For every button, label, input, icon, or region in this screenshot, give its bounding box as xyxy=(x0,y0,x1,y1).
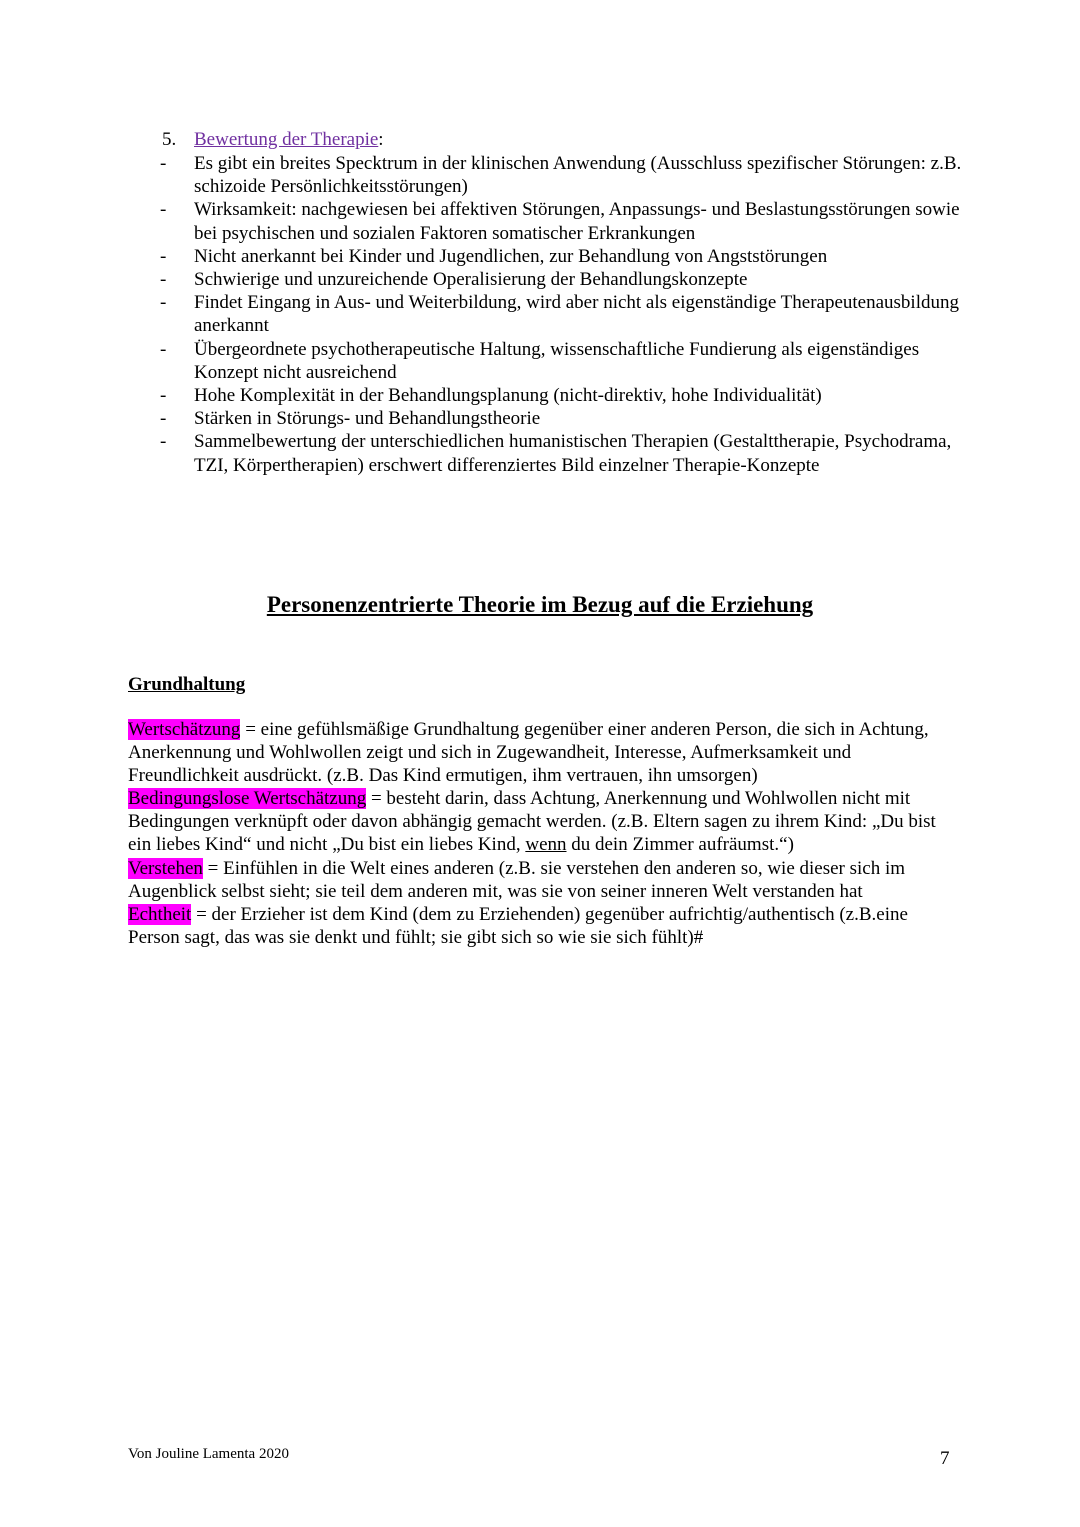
list-item xyxy=(160,384,980,407)
list-item xyxy=(160,152,980,198)
bullet-dash: - xyxy=(160,408,167,430)
highlighted-term: Verstehen xyxy=(128,857,203,879)
list-item-text: Wirksamkeit: nachgewiesen bei affektiven Störungen, Anpassungs- und Beslastungsstörungen sowie bei psychischen und sozialen Faktoren somatischer Erkrankungen xyxy=(194,199,960,244)
list-item xyxy=(160,245,980,268)
list-item-text: Findet Eingang in Aus- und Weiterbildung, wird aber nicht als eigenständige Therapeutenausbildung anerkannt xyxy=(194,292,959,337)
page-number: 7 xyxy=(940,1448,950,1469)
bullet-dash: - xyxy=(160,338,167,360)
definition-wertschaetzung xyxy=(128,718,958,787)
bullet-dash: - xyxy=(160,245,167,267)
definition-text: = der Erzieher ist dem Kind (dem zu Erziehenden) gegenüber aufrichtig/authentisch (z.B.eine Person sagt, das was sie denkt und fühlt; sie gibt sich so wie sie sich fühlt)# xyxy=(128,903,908,948)
definition-text: = Einfühlen in die Welt eines anderen (z.B. sie verstehen den anderen so, wie dieser sich im Augenblick selbst sieht; sie teil dem anderen mit, was sie von seiner inneren Welt verstanden hat xyxy=(128,857,906,902)
list-item xyxy=(160,268,980,291)
list-item-text: Sammelbewertung der unterschiedlichen humanistischen Therapien (Gestalttherapie, Psychodrama, TZI, Körpertherapien) erschwert differenziertes Bild einzelner Therapie-Konzepte xyxy=(194,431,952,476)
bullet-dash: - xyxy=(160,153,167,174)
definition-verstehen xyxy=(128,857,958,903)
definition-text: = eine gefühlsmäßige Grundhaltung gegenüber einer anderen Person, die sich in Achtung, Anerkennung und Wohlwollen zeigt und sich in Zugewandheit, Interesse, Aufmerksamkeit und Freundlichkeit ausdrückt. (z.B. Das Kind ermutigen, ihm vertrauen, ihn umsorgen) xyxy=(128,719,929,787)
definition-text: = besteht darin, dass Achtung, Anerkennung und Wohlwollen nicht mit Bedingungen verknüpft oder davon abhängig gemacht werden. (z.B. Eltern sagen zu ihrem Kind: „Du bist ein liebes Kind“ und nicht „Du bist ein liebes Kind, xyxy=(128,788,936,856)
highlighted-term: Echtheit xyxy=(128,903,192,925)
list-item-text: Schwierige und unzureichende Operalisierung der Behandlungskonzepte xyxy=(194,269,748,291)
highlighted-term: Wertschätzung xyxy=(128,719,241,740)
section-title-link[interactable]: Bewertung der Therapie xyxy=(194,129,379,150)
subheading-grundhaltung: Grundhaltung xyxy=(128,674,246,695)
list-item xyxy=(160,198,980,244)
definition-bedingungslose-wertschaetzung xyxy=(128,787,958,856)
list-item xyxy=(160,430,980,476)
bullet-dash: - xyxy=(160,385,167,407)
bullet-dash: - xyxy=(160,269,167,291)
section-number: 5. xyxy=(162,129,177,150)
list-item xyxy=(160,338,980,384)
list-item xyxy=(160,291,980,337)
list-item-text: Hohe Komplexität in der Behandlungsplanung (nicht-direktiv, hohe Individualität) xyxy=(194,385,822,407)
list-item-text: Es gibt ein breites Specktrum in der klinischen Anwendung (Ausschluss spezifischer Störungen: z.B. schizoide Persönlichkeitsstörungen) xyxy=(194,153,962,198)
bullet-dash: - xyxy=(160,199,167,221)
list-item-text: Nicht anerkannt bei Kinder und Jugendlichen, zur Behandlung von Angststörungen xyxy=(194,245,828,267)
bullet-dash: - xyxy=(160,431,167,453)
definition-text-end: du dein Zimmer aufräumst.“) xyxy=(566,834,794,856)
footer-author: Von Jouline Lamenta 2020 xyxy=(128,1446,289,1462)
highlighted-term: Bedingungslose Wertschätzung xyxy=(128,788,367,810)
underlined-word: wenn xyxy=(525,834,567,856)
list-item-text: Stärken in Störungs- und Behandlungstheorie xyxy=(194,408,541,430)
document-title: Personenzentrierte Theorie im Bezug auf die Erziehung xyxy=(266,592,814,617)
list-item xyxy=(160,407,980,430)
evaluation-list xyxy=(160,152,980,477)
definition-echtheit xyxy=(128,903,958,949)
section-colon: : xyxy=(378,129,384,150)
section-heading xyxy=(162,128,384,151)
bullet-dash: - xyxy=(160,292,167,314)
list-item-text: Übergeordnete psychotherapeutische Haltung, wissenschaftliche Fundierung als eigenständiges Konzept nicht ausreichend xyxy=(194,338,920,383)
definitions-block xyxy=(128,718,958,949)
